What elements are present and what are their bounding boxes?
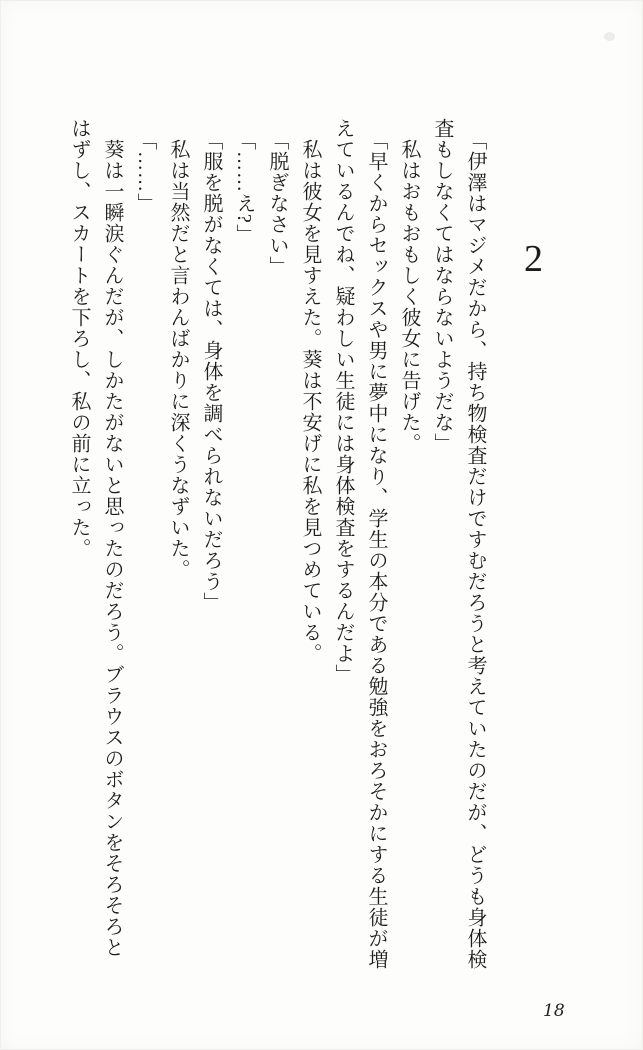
- text-line: えているんでね、疑わしい生徒には身体検査をするんだよ」: [332, 118, 354, 685]
- scan-smudge: [604, 32, 615, 41]
- text-line: 「服を脱がなくては、身体を調べられないだろう」: [200, 130, 222, 613]
- text-block: [62, 118, 491, 990]
- text-line: 私はおもおもしく彼女に告げた。: [398, 139, 420, 454]
- text-line: 「……」: [134, 130, 156, 214]
- text-line: 「脱ぎなさい」: [266, 130, 288, 277]
- chapter-number: 2: [524, 238, 543, 280]
- text-line: 私は当然だと言わんばかりに深くうなずいた。: [167, 139, 189, 580]
- text-line: 葵は一瞬涙ぐんだが、しかたがないと思ったのだろう。ブラウスのボタンをそろそろと: [101, 139, 123, 958]
- page-number: 18: [543, 1001, 565, 1021]
- text-line: 査もしなくてはならないようだな」: [431, 118, 453, 454]
- text-line: はずし、スカートを下ろし、私の前に立った。: [68, 118, 90, 559]
- text-line: 「早くからセックスや男に夢中になり、学生の本分である勉強をおろそかにする生徒が増: [365, 130, 387, 970]
- text-line: 私は彼女を見すえた。葵は不安げに私を見つめている。: [299, 139, 321, 664]
- text-line: 「伊澤はマジメだから、持ち物検査だけですむだろうと考えていたのだが、どうも身体検: [464, 130, 486, 970]
- text-line: 「……え?」: [233, 130, 255, 245]
